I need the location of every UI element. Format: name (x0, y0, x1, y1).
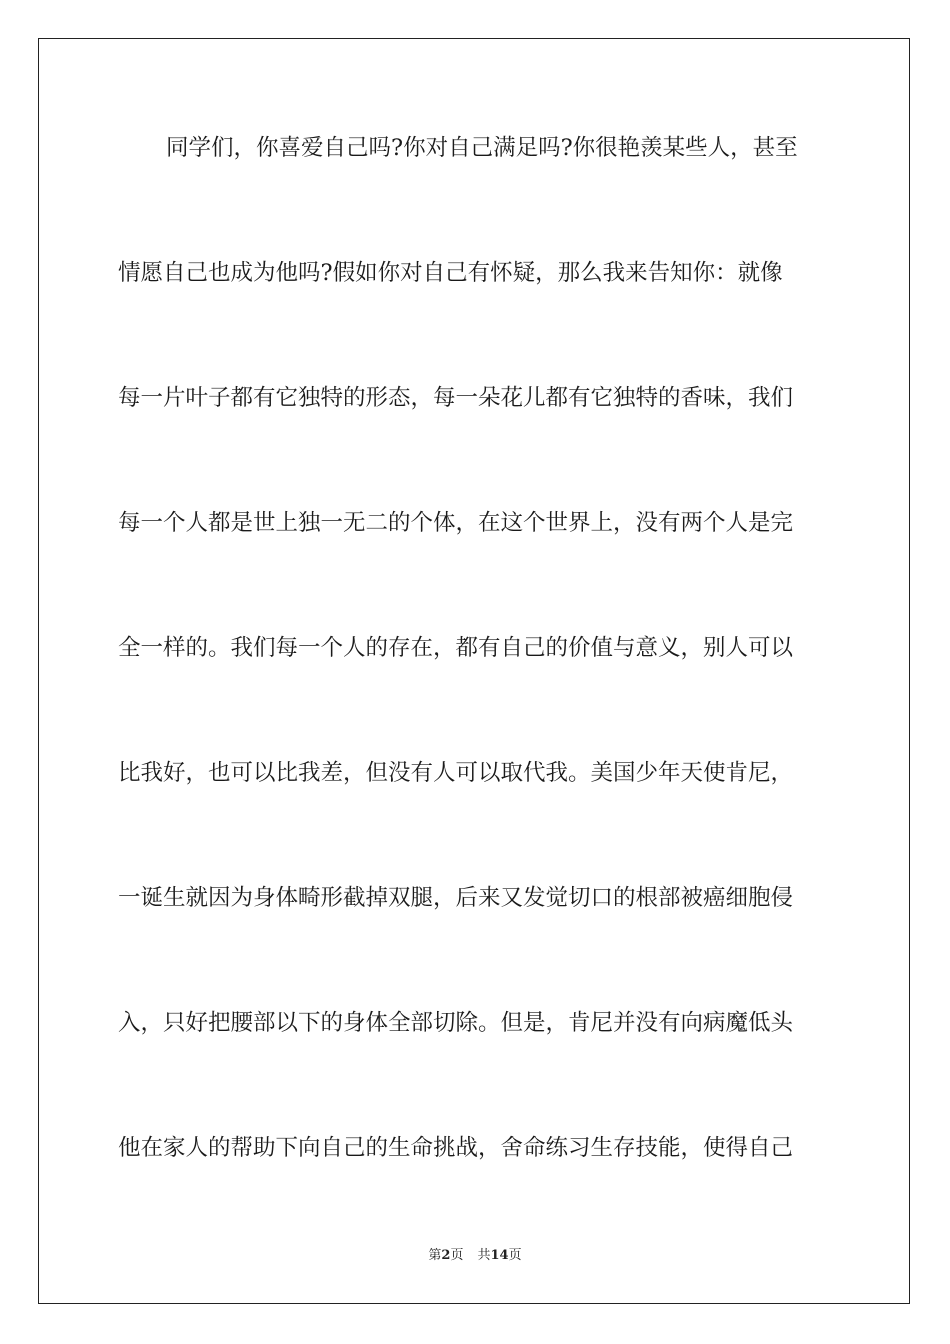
text-line-9: 他在家人的帮助下向自己的生命挑战，舍命练习生存技能，使得自己 (118, 1135, 794, 1161)
text-line-7: 一诞生就因为身体畸形截掉双腿，后来又发觉切口的根部被癌细胞侵 (118, 885, 794, 911)
current-page-number: 2 (441, 1248, 451, 1263)
page-border (38, 38, 910, 1304)
text-line-1: 同学们，你喜爱自己吗?你对自己满足吗?你很艳羡某些人，甚至 (166, 135, 798, 161)
total-suffix: 页 (508, 1248, 522, 1263)
page-prefix: 第 (428, 1248, 442, 1263)
text-line-6: 比我好，也可以比我差，但没有人可以取代我。美国少年天使肯尼， (118, 760, 794, 786)
text-line-4: 每一个人都是世上独一无二的个体，在这个世界上，没有两个人是完 (118, 510, 794, 536)
total-page-count: 14 (490, 1248, 509, 1263)
total-prefix: 共 (477, 1248, 491, 1263)
page-footer (0, 1246, 950, 1266)
text-line-5: 全一样的。我们每一个人的存在，都有自己的价值与意义，别人可以 (118, 635, 794, 661)
text-line-2: 情愿自己也成为他吗?假如你对自己有怀疑，那么我来告知你：就像 (118, 260, 783, 286)
text-line-3: 每一片叶子都有它独特的形态，每一朵花儿都有它独特的香味，我们 (118, 385, 794, 411)
text-line-8: 入，只好把腰部以下的身体全部切除。但是，肯尼并没有向病魔低头 (118, 1010, 794, 1036)
page-suffix: 页 (450, 1248, 464, 1263)
